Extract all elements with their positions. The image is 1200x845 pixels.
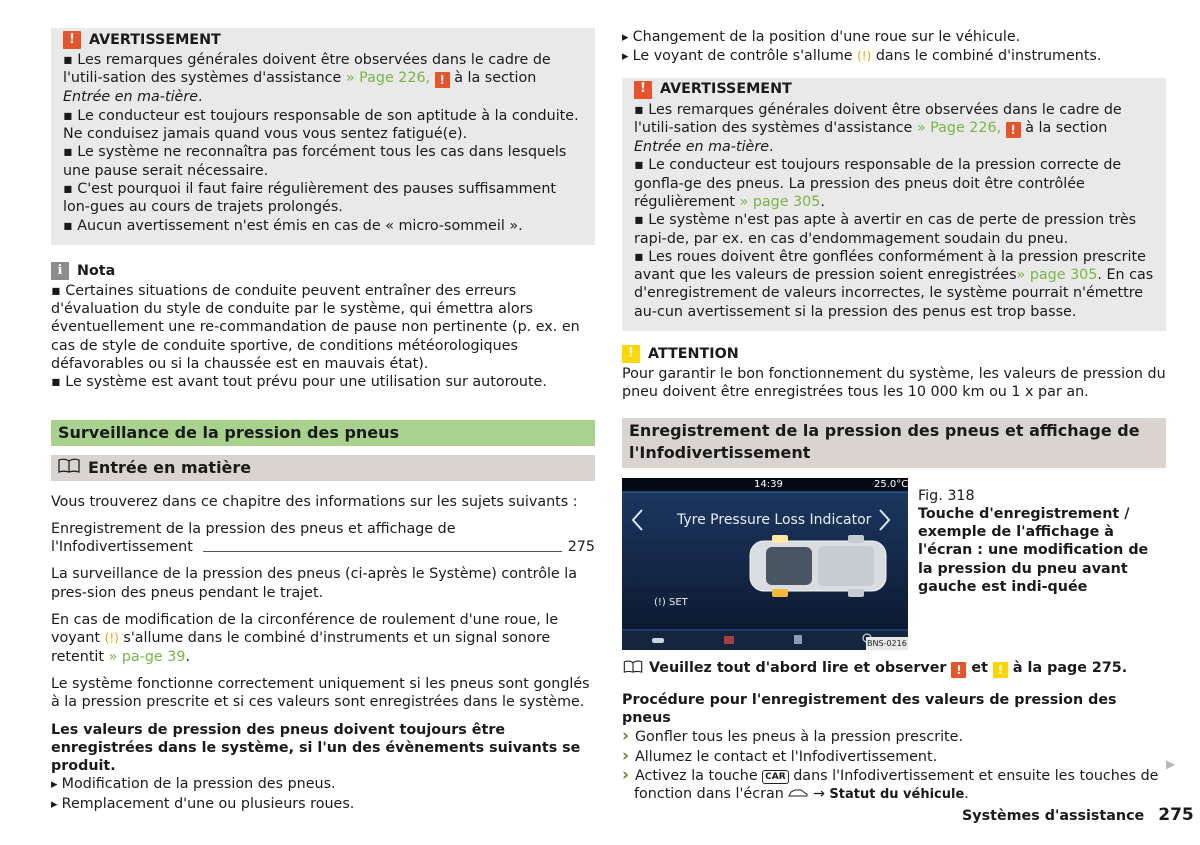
warning-bullet: ▪ Les remarques générales doivent être observées dans le cadre de l'utili-sation des systèmes d'assistance » Page 226, ! à la section Entrée en ma-tière. (63, 51, 583, 107)
warning-bullet: ▪ Les roues doivent être gonflées conformément à la pression prescrite avant que les valeurs de pression soient enregistrées» page 305. En cas d'enregistrement de valeurs incorrectes, le système pourrait n'émettre au-cun avertissement si la pression des penus est trop basse. (634, 248, 1154, 321)
car-top-view (750, 535, 886, 597)
tire-pressure-icon: (!) (654, 596, 666, 608)
warning-header (63, 29, 583, 51)
event-item: ▸ Changement de la position d'une roue sur le véhicule. (622, 28, 1166, 47)
screen-time: 14:39 (754, 478, 783, 490)
event-item: ▸ Modification de la pression des pneus. (51, 775, 595, 794)
subsection-title: Entrée en matière (51, 455, 595, 481)
warning-bullet: ▪ Le système n'est pas apte à avertir en cas de perte de pression très rapi-de, par ex. en cas d'endommagement soudain du pneu. (634, 211, 1154, 248)
warning-bullet: ▪ C'est pourquoi il faut faire régulièrement des pauses suffisamment lon-gues au cours de trajets prolongés. (63, 180, 583, 217)
section-title: Enregistrement de la pression des pneus et affichage de l'Infodivertissement (622, 418, 1166, 468)
warning-bullet: ▪ Le conducteur est toujours responsable de la pression correcte de gonfla-ge des pneus. La pression des pneus doit être contrôlée régulièrement » page 305. (634, 156, 1154, 211)
bold-paragraph: Les valeurs de pression des pneus doivent toujours être enregistrées dans le système, si l'un des évènements suivants se produit. (51, 721, 581, 775)
car-key-icon: CAR (762, 770, 789, 784)
tire-pressure-icon: (!) (104, 631, 119, 646)
exclamation-warning-icon: ! (63, 31, 81, 49)
right-column (622, 28, 1166, 805)
page-link[interactable]: » Page 226, (345, 70, 431, 87)
info-note-icon: i (51, 262, 69, 280)
figure-caption: Touche d'enregistrement / exemple de l'affichage à l'écran : une modification de la pression du pneu avant gauche est indi-quée (918, 505, 1149, 596)
section-title: Surveillance de la pression des pneus (51, 420, 595, 446)
screen-graphic (622, 478, 908, 650)
warning-title: AVERTISSEMENT (89, 31, 221, 48)
note-title: Nota (77, 262, 116, 279)
warning-box-2 (622, 78, 1166, 331)
procedure-step: › Allumez le contact et l'Infodivertissement. (622, 747, 1166, 766)
exclamation-warning-icon: ! (634, 81, 652, 99)
note-bullet: ▪ Certaines situations de conduite peuvent entraîner des erreurs d'évaluation du style de conduite par le système, qui émettra alors éventuellement une re-commandation de pause non pertinente (p. ex. en cas de style de conduite sportive, de conditions météorologiques défavorables ou si la chaussée est en mauvais état). (51, 282, 595, 373)
figure-caption-block (918, 478, 1166, 650)
warning-bullet: ▪ Les remarques générales doivent être observées dans le cadre de l'utili-sation des systèmes d'assistance » Page 226, ! à la section Entrée en ma-tière. (634, 101, 1154, 157)
set-button[interactable]: (!) SET (654, 596, 688, 608)
figure-label: Fig. 318 (918, 487, 975, 504)
warning-box-1 (51, 28, 595, 245)
front-left-tire (772, 535, 788, 543)
exclamation-warning-icon: ! (951, 662, 966, 678)
warning-bullet: ▪ Le système ne reconnaîtra pas forcément tous les cas dans lesquels une pause serait nécessaire. (63, 143, 583, 180)
intro-text: Vous trouverez dans ce chapitre des informations sur les sujets suivants : (51, 493, 578, 510)
page-footer (962, 806, 1194, 825)
warning-header (634, 79, 1154, 101)
car-status-icon (788, 786, 808, 802)
page-link[interactable]: » pa-ge 39 (108, 648, 186, 665)
menu-icon[interactable] (724, 636, 734, 644)
page-number: 275 (1158, 805, 1194, 825)
attention-box (622, 343, 1166, 402)
note-box (51, 259, 595, 402)
read-instruction: Veuillez tout d'abord lire et observer ! et ! à la page 275. (622, 659, 1166, 678)
tire-pressure-icon: (!) (857, 49, 872, 64)
screen-title: Tyre Pressure Loss Indicator (677, 511, 872, 528)
warning-title: AVERTISSEMENT (660, 81, 792, 98)
book-icon (58, 458, 80, 477)
exclamation-attention-icon: ! (622, 345, 640, 363)
page-link[interactable]: » page 305 (739, 193, 821, 210)
figure-code: BNS-0216 (867, 638, 907, 648)
paragraph: En cas de modification de la circonférence de roulement d'une roue, le voyant (!) s'allume dans le combiné d'instruments et un signal sonore retentit » pa-ge 39. (51, 612, 559, 665)
note-bullet: ▪ Le système est avant tout prévu pour une utilisation sur autoroute. (51, 373, 595, 391)
toc-page-number: 275 (567, 539, 595, 556)
note-header (51, 260, 595, 282)
procedure-title: Procédure pour l'enregistrement des valeurs de pression des pneus (622, 691, 1117, 727)
procedure-step: › Gonfler tous les pneus à la pression prescrite. (622, 727, 1166, 746)
warning-bullet: ▪ Aucun avertissement n'est émis en cas de « micro-sommeil ». (63, 217, 583, 235)
infotainment-screen (622, 478, 908, 650)
figure (622, 478, 1166, 650)
page-link[interactable]: » page 305 (1016, 267, 1098, 284)
event-item: ▸ Remplacement d'une ou plusieurs roues. (51, 795, 595, 814)
page-link[interactable]: » Page 226, (916, 119, 1002, 136)
exclamation-warning-icon: ! (1006, 122, 1021, 138)
attention-title: ATTENTION (648, 345, 739, 362)
book-icon (622, 660, 644, 676)
procedure-step: › Activez la touche CAR dans l'Infodivertissement et ensuite les touches de fonction dans l'écran → Statut du véhicule. (622, 766, 1166, 805)
attention-header (622, 343, 1166, 365)
car-icon[interactable] (652, 638, 664, 643)
left-column (51, 28, 595, 814)
exclamation-warning-icon: ! (435, 72, 450, 88)
warning-bullet: ▪ Le conducteur est toujours responsable de son aptitude à la conduite. Ne conduisez jamais quand vous vous sentez fatigué(e). (63, 107, 583, 144)
exclamation-attention-icon: ! (993, 662, 1008, 678)
attention-text: Pour garantir le bon fonctionnement du système, les valeurs de pression du pneu doivent être enregistrées tous les 10 000 km ou 1 x par an. (622, 366, 1166, 401)
toc-entry[interactable]: Enregistrement de la pression des pneus et affichage de l'Infodivertissement 275 (51, 520, 595, 556)
next-page-arrow-icon[interactable]: ▶ (1166, 757, 1176, 771)
paragraph: La surveillance de la pression des pneus (ci-après le Système) contrôle la pres-sion des pneus pendant le trajet. (51, 566, 577, 601)
tools-icon[interactable] (794, 635, 802, 644)
screen-temp: 25.0°C (874, 478, 908, 490)
footer-section: Systèmes d'assistance (962, 808, 1145, 824)
event-item: ▸ Le voyant de contrôle s'allume (!) dans le combiné d'instruments. (622, 47, 1166, 66)
paragraph: Le système fonctionne correctement uniquement si les pneus sont gonglés à la pression prescrite et si ces valeurs sont enregistrées dans le système. (51, 675, 590, 711)
